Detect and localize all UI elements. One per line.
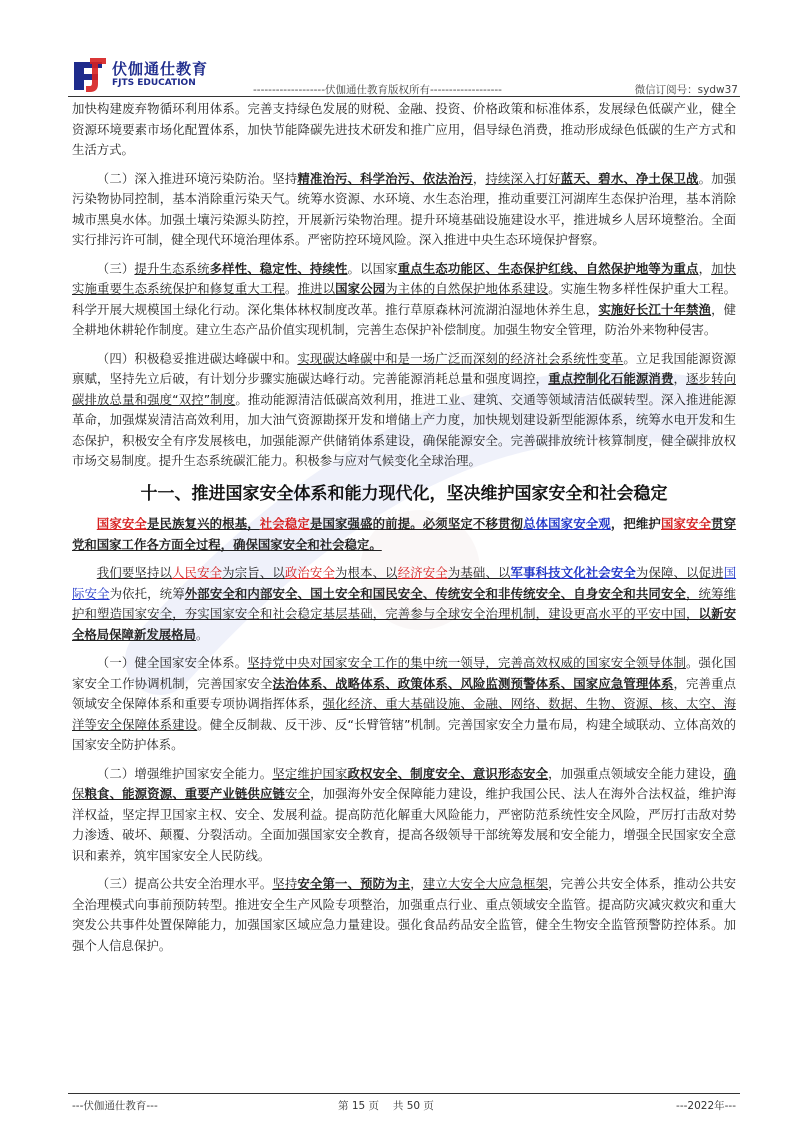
brand-subtitle: FJTS EDUCATION [112, 78, 196, 88]
text-run: 坚持党中央对国家安全工作的集中统一领导，完善高效权威的国家安全领导体制 [247, 655, 687, 670]
text-run: 加快构建废弃物循环利用体系。完善支持绿色发展的财税、金融、投资、价格政策和标准体系，发展绿色低碳产业，健全资源环境要素市场化配置体系，加快节能降碳先进技术研发和推广应用，倡导绿色消费，推动形成绿色低碳的生产方式和生活方式。 [72, 101, 736, 157]
text-run: 安全 [285, 786, 311, 801]
text-run: 社会稳定 [259, 516, 310, 531]
text-run: 。强化国家安全工作协调机制，完善国家安全 [72, 655, 737, 691]
text-run: ，把维护 [610, 516, 661, 531]
text-run: 强化经济、重大基础设施、金融、网络、数据、生物、资源、核、太空、海洋等安全保障体系建设 [72, 696, 737, 732]
text-run: 蓝天、碧水、净土保卫战 [560, 170, 699, 186]
footer-year: ---2022年--- [676, 1100, 736, 1112]
text-run: ， [673, 371, 687, 386]
text-run: 持续深入打好 [485, 170, 561, 186]
text-run: 推进以 [297, 281, 336, 296]
text-run: 国际安全 [72, 565, 737, 601]
text-run: 。健全反制裁、反干涉、反“长臂管辖”机制。完善国家安全力量布局，构建全域联动、立体高效的国家安全防护体系。 [72, 716, 736, 752]
text-run: ， [472, 170, 486, 186]
text-run: 坚定维护国家 [272, 765, 348, 781]
text-run: （二）深入推进环境污染防治。坚持 [96, 170, 298, 186]
text-run: 是民族复兴的根基， [146, 516, 260, 531]
text-run: 国家安全 [96, 516, 147, 531]
text-run: 法治体系、战略体系、政策体系、风险监测预警体系、国家应急管理体系 [272, 675, 674, 691]
text-run: 为根本、以 [335, 565, 398, 580]
text-run: 提升生态系统 [134, 260, 210, 276]
text-run: 实现碳达峰碳中和是一场广泛而深刻的经济社会系统性变革 [297, 350, 624, 366]
text-run: 。 [195, 626, 209, 642]
text-run: 安全第一、预防为主 [297, 876, 411, 891]
text-run: 外部安全和内部安全、国土安全和国民安全、传统安全和非传统安全、自身安全和共同安全 [184, 585, 687, 601]
paragraph-carbon-peak [72, 349, 736, 472]
text-run: 国家公园 [335, 281, 386, 296]
text-run: 国家安全 [660, 516, 712, 531]
paragraph-ecosystem [72, 259, 736, 341]
text-run: ，健全耕地休耕轮作制度。建立生态产品价值实现机制，完善生态保护补偿制度。加强生物安全管理，防治外来物种侵害。 [72, 301, 737, 337]
text-run: 。推动能源清洁低碳高效利用，推进工业、建筑、交通等领域清洁低碳转型。深入推进能源革命，加强煤炭清洁高效利用，加大油气资源勘探开发和增储上产力度，加快规划建设新型能源体系，统筹水电开发和生态保护，积极安全有序发展核电，加强能源产供储销体系建设，确保能源安全。完善碳排放统计核算制度，健全碳排放权市场交易制度。提升生态系统碳汇能力。积极参与应对气候变化全球治理。 [72, 391, 737, 468]
text-run: 多样性、稳定性、持续性 [209, 260, 348, 276]
text-run: 粮食、能源资源、重要产业链供应链 [84, 786, 286, 801]
text-run: 建立大安全大应急框架 [422, 876, 549, 891]
text-run: ， [410, 876, 423, 891]
text-run: 人民安全 [172, 565, 223, 580]
text-run: 为宗旨、以 [222, 565, 285, 580]
text-run: 政权安全、制度安全、意识形态安全 [347, 765, 549, 781]
text-run: （四）积极稳妥推进碳达峰碳中和。 [96, 350, 298, 366]
text-run: （二）增强维护国家安全能力。 [96, 765, 273, 781]
copyright-notice: -------------------伏伽通仕教育版权所有------------------- [253, 84, 502, 96]
document-body [72, 99, 736, 962]
text-run: 贯穿党和国家工作各方面全过程，确保国家安全和社会稳定。 [72, 516, 737, 552]
text-run: 。立足我国能源资源禀赋，坚持先立后破，有计划分步骤实施碳达峰行动。完善能源消耗总量和强度调控， [72, 350, 737, 386]
footer-brand: ---伏伽通仕教育--- [72, 1100, 158, 1112]
text-run: ，完善重点领域安全保障体系和重要专项协调指挥体系， [72, 675, 737, 711]
text-run: 重点控制化石能源消费 [548, 371, 674, 386]
page-header [68, 56, 738, 96]
text-run: （三） [96, 260, 135, 276]
text-run: 为主体的自然保护地体系建设 [385, 281, 549, 296]
paragraph-public-safety [72, 874, 736, 956]
text-run: ， [698, 260, 712, 276]
header-divider [68, 96, 740, 97]
text-run: 为保障、以促进 [635, 565, 724, 580]
text-run: ，加强海外安全保障能力建设，维护我国公民、法人在海外合法权益，维护海洋权益，坚定捍卫国家主权、安全、发展利益。提高防范化解重大风险能力，严密防范系统性安全风险，严厉打击敌对势力渗透、破坏、颠覆、分裂活动。全面加强国家安全教育，提高各级领导干部统筹发展和安全能力，增强全民国家安全意识和素养，筑牢国家安全人民防线。 [72, 786, 737, 863]
text-run: 。 [285, 281, 298, 296]
text-run: 为依托，统筹 [109, 585, 185, 601]
paragraph-security-foundation [72, 514, 736, 555]
text-run: 以新安全格局保障新发展格局 [72, 606, 736, 642]
paragraph-carryover [72, 99, 736, 161]
text-run: 重点生态功能区、生态保护红线、自然保护地等为重点 [397, 260, 699, 276]
text-run: 政治安全 [284, 565, 336, 580]
brand-title: 伏伽通仕教育 [112, 60, 209, 78]
text-run: 军事科技文化社会安全 [510, 565, 636, 580]
text-run: （一）健全国家安全体系。 [96, 655, 248, 670]
text-run: 总体国家安全观 [523, 516, 611, 531]
page-footer [68, 1093, 740, 1112]
paragraph-pollution-control [72, 169, 736, 251]
text-run: 经济安全 [397, 565, 448, 580]
text-run: ，完善公共安全体系，推动公共安全治理模式向事前预防转型。推进安全生产风险专项整治，加强重点行业、重点领域安全监管。提高防灾减灾救灾和重大突发公共事件处置保障能力，加强国家区域应急力量建设。强化食品药品安全监管，健全生物安全监管预警防控体系。加强个人信息保护。 [72, 876, 737, 953]
wechat-account: 微信订阅号：sydw37 [634, 84, 738, 96]
text-run: 。加强污染物协同控制，基本消除重污染天气。统筹水资源、水环境、水生态治理，推动重要江河湖库生态保护治理，基本消除城市黑臭水体。加强土壤污染源头防控，开展新污染物治理。提升环境基础设施建设水平，推进城乡人居环境整治。全面实行排污许可制，健全现代环境治理体系。严密防控环境风险。深入推进中央生态环境保护督察。 [72, 170, 737, 247]
text-run: 坚持 [272, 876, 298, 891]
paragraph-security-principles [72, 563, 736, 645]
text-run: ，加强重点领域安全能力建设， [548, 765, 724, 781]
paragraph-security-capability [72, 764, 736, 867]
text-run: 是国家强盛的前提。必须坚定不移贯彻 [309, 516, 524, 531]
text-run: （三）提高公共安全治理水平。 [96, 876, 273, 891]
text-run: 加快实施重要生态系统保护和修复重大工程 [72, 260, 737, 296]
text-run: 精准治污、科学治污、依法治污 [297, 170, 473, 186]
text-run: 。实施生物多样性保护重大工程。科学开展大规模国土绿化行动。深化集体林权制度改革。推行草原森林河流湖泊湿地休养生息， [72, 281, 737, 317]
text-run: 我们要坚持以 [96, 565, 173, 580]
text-run: ，统筹维护和塑造国家安全，夯实国家安全和社会稳定基层基础，完善参与全球安全治理机制，建设更高水平的平安中国， [72, 585, 737, 621]
text-run: 实施好长江十年禁渔 [598, 301, 712, 317]
text-run: 为基础、以 [447, 565, 511, 580]
page-number: 第 15 页 共 50 页 [338, 1100, 434, 1112]
text-run: 。以国家 [347, 260, 398, 276]
text-run: 逐步转向碳排放总量和强度“双控”制度 [72, 371, 737, 407]
paragraph-security-system [72, 653, 736, 756]
section-heading: 十一、推进国家安全体系和能力现代化，坚决维护国家安全和社会稳定 [140, 483, 668, 504]
text-run: 确保 [72, 765, 737, 801]
